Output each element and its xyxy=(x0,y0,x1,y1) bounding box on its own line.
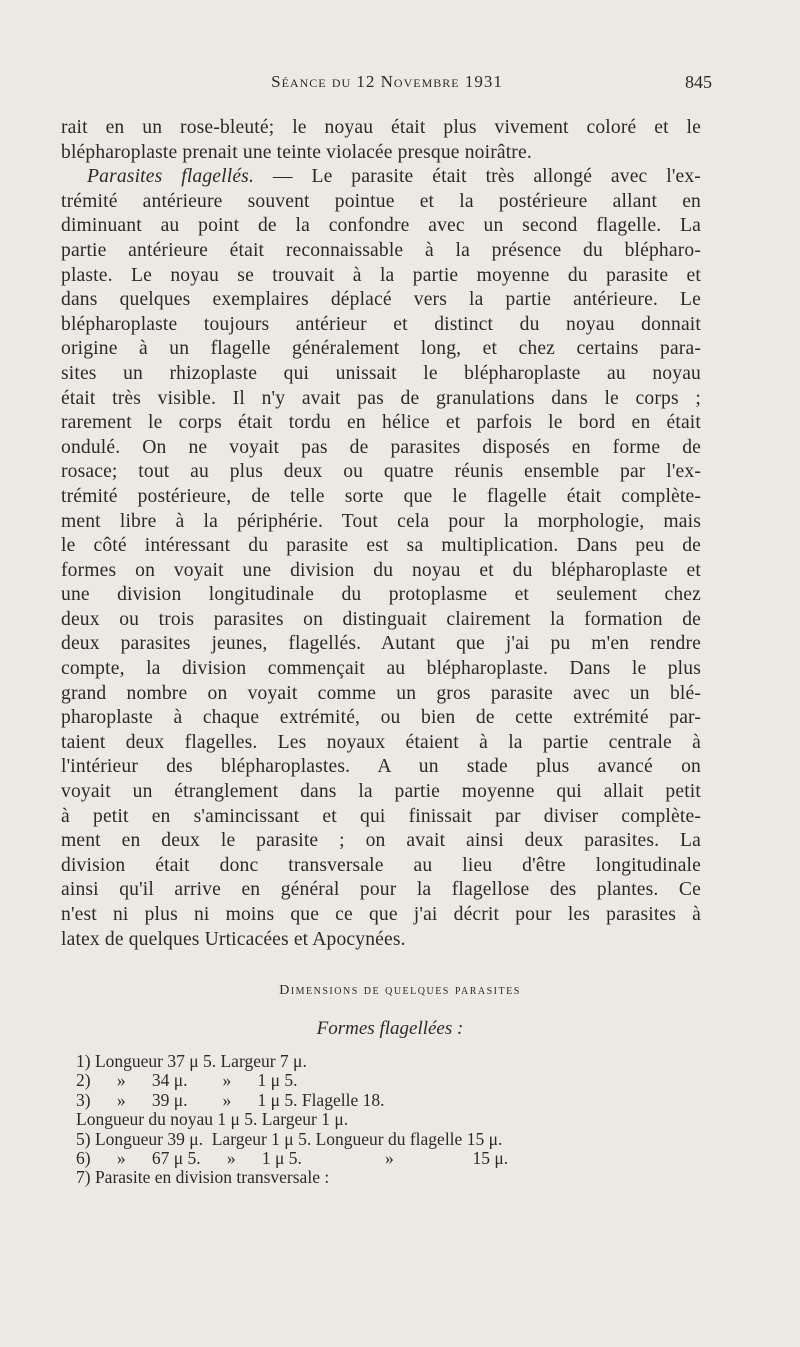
text-line: rait en un rose-bleuté; le noyau était plus vivement coloré et le xyxy=(61,117,701,138)
running-head xyxy=(62,72,712,98)
text-line: formes on voyait une division du noyau et du blépharoplaste et xyxy=(61,559,701,581)
running-title: Séance du 12 Novembre 1931 xyxy=(271,72,503,91)
paragraph-lead-italic: Parasites flagellés. xyxy=(87,166,255,188)
sub-heading: Formes flagellées : xyxy=(316,1018,464,1039)
text-line: n'est ni plus ni moins que ce que j'ai décrit pour les parasites à xyxy=(61,904,701,925)
text-line: dans quelques exemplaires déplacé vers la partie antérieure. Le xyxy=(61,289,701,311)
text-line: partie antérieure était reconnaissable à la présence du blépharo- xyxy=(61,239,701,261)
paragraph-lead-rest: — Le parasite était très allongé avec l'ex- xyxy=(254,166,701,188)
text-line: taient deux flagelles. Les noyaux étaient à la partie centrale à xyxy=(61,731,701,753)
text-line: rosace; tout au plus deux ou quatre réunis ensemble par l'ex- xyxy=(61,461,701,483)
text-line: était très visible. Il n'y avait pas de granulations dans le corps ; xyxy=(61,387,701,409)
list-item: 7) Parasite en division transversale : xyxy=(76,1167,330,1188)
text-line: trémité antérieure souvent pointue et la postérieure allant en xyxy=(61,190,701,212)
page-number: 845 xyxy=(685,72,712,92)
text-line: ondulé. On ne voyait pas de parasites disposés en forme de xyxy=(61,436,701,458)
list-item: 5) Longueur 39 μ. Largeur 1 μ 5. Longueur du flagelle 15 μ. xyxy=(76,1128,503,1149)
text-line: pharoplaste à chaque extrémité, ou bien de cette extrémité par- xyxy=(61,707,701,729)
text-line: le côté intéressant du parasite est sa multiplication. Dans peu de xyxy=(61,535,701,557)
list-item: 1) Longueur 37 μ 5. Largeur 7 μ. xyxy=(76,1051,307,1071)
text-line: deux parasites jeunes, flagellés. Autant que j'ai pu m'en rendre xyxy=(61,633,701,655)
text-line: deux ou trois parasites on distinguait clairement la formation de xyxy=(61,608,701,630)
text-line: rarement le corps était tordu en hélice et parfois le bord en était xyxy=(61,412,701,434)
text-line: origine à un flagelle généralement long, et chez certains para- xyxy=(61,338,701,360)
text-line: latex de quelques Urticacées et Apocynées. xyxy=(61,928,406,950)
text-line: diminuant au point de la confondre avec un second flagelle. La xyxy=(61,215,701,237)
text-line: blépharoplaste toujours antérieur et distinct du noyau donnait xyxy=(61,313,701,335)
text-line: trémité postérieure, de telle sorte que le flagelle était complète- xyxy=(61,485,701,507)
text-line: une division longitudinale du protoplasme et seulement chez xyxy=(61,584,701,606)
text-line: ment en deux le parasite ; on avait ainsi deux parasites. La xyxy=(61,830,701,852)
list-item: 2) » 34 μ. » 1 μ 5. xyxy=(76,1070,298,1091)
text-line: sites un rhizoplaste qui unissait le blépharoplaste au noyau xyxy=(61,362,701,384)
list-item: Longueur du noyau 1 μ 5. Largeur 1 μ. xyxy=(76,1109,349,1130)
list-item: 6) » 67 μ 5. » 1 μ 5. » 15 μ. xyxy=(76,1148,509,1169)
text-line: compte, la division commençait au blépharoplaste. Dans le plus xyxy=(61,658,701,680)
text-line: ainsi qu'il arrive en général pour la flagellose des plantes. Ce xyxy=(61,879,701,901)
text-line: ment libre à la périphérie. Tout cela pour la morphologie, mais xyxy=(61,510,701,532)
text-line: l'intérieur des blépharoplastes. A un stade plus avancé on xyxy=(61,756,701,778)
body-text xyxy=(61,116,701,952)
list-item: 3) » 39 μ. » 1 μ 5. Flagelle 18. xyxy=(76,1089,385,1110)
text-line: grand nombre on voyait comme un gros parasite avec un blé- xyxy=(61,682,701,704)
dimensions-list xyxy=(76,1052,716,1188)
section-heading: Dimensions de quelques parasites xyxy=(279,983,521,998)
paragraph-lead-line xyxy=(61,165,701,190)
text-line: voyait un étranglement dans la partie moyenne qui allait petit xyxy=(61,781,701,803)
text-line: à petit en s'amincissant et qui finissait par diviser complète- xyxy=(61,805,701,827)
text-line: division était donc transversale au lieu d'être longitudinale xyxy=(61,854,701,876)
text-line: plaste. Le noyau se trouvait à la partie moyenne du parasite et xyxy=(61,264,701,286)
text-line: blépharoplaste prenait une teinte violacée presque noirâtre. xyxy=(61,141,532,163)
